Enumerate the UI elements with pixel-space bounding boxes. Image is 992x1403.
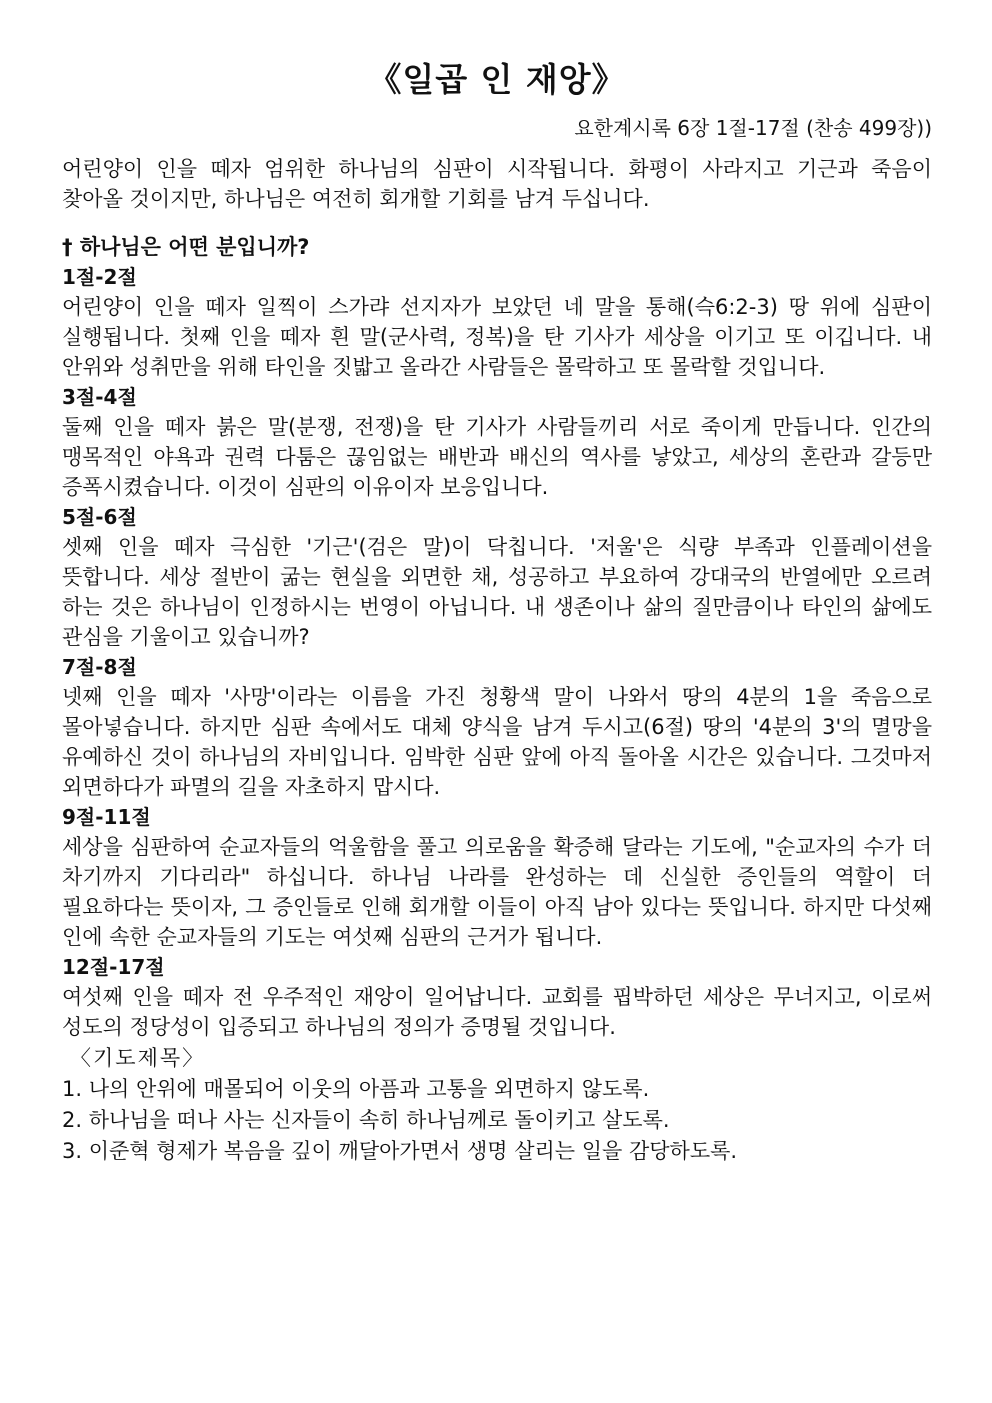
verse-label: 12절-17절 [62, 955, 165, 979]
section-paragraph: 둘째 인을 떼자 붉은 말(분쟁, 전쟁)을 탄 기사가 사람들끼리 서로 죽이게 만듭니다. 인간의 맹목적인 야욕과 권력 다툼은 끊임없는 배반과 배신의 역사를 낳았고, 세상의 혼란과 갈등만 증폭시켰습니다. 이것이 심판의 이유이자 보응입니다. [62, 415, 932, 499]
section-paragraph: 여섯째 인을 떼자 전 우주적인 재앙이 일어납니다. 교회를 핍박하던 세상은 무너지고, 이로써 성도의 정당성이 입증되고 하나님의 정의가 증명될 것입니다. [62, 985, 932, 1039]
section-heading [62, 232, 932, 262]
verse-label: 9절-11절 [62, 805, 151, 829]
prayer-heading: 〈기도제목〉 [70, 1046, 206, 1070]
section-verses-9-11 [62, 802, 932, 952]
section-verses-3-4 [62, 382, 932, 502]
verse-label: 3절-4절 [62, 385, 137, 409]
verse-label: 5절-6절 [62, 505, 137, 529]
section-verses-12-17 [62, 952, 932, 1042]
verse-label: 7절-8절 [62, 655, 137, 679]
section-paragraph: 세상을 심판하여 순교자들의 억울함을 풀고 의로움을 확증해 달라는 기도에, "순교자의 수가 더 차기까지 기다리라" 하십니다. 하나님 나라를 완성하는 데 신실한 증인들의 역할이 더 필요하다는 뜻이자, 그 증인들로 인해 회개할 이들이 아직 남아 있다는 뜻입니다. 하지만 다섯째 인에 속한 순교자들의 기도는 여섯째 심판의 근거가 됩니다. [62, 835, 932, 949]
prayer-item: 3. 이준혁 형제가 복음을 깊이 깨달아가면서 생명 살리는 일을 감당하도록. [62, 1139, 738, 1163]
intro-paragraph: 어린양이 인을 떼자 엄위한 하나님의 심판이 시작됩니다. 화평이 사라지고 기근과 죽음이 찾아올 것이지만, 하나님은 여전히 회개할 기회를 남겨 두십니다. [62, 157, 932, 211]
verse-label: 1절-2절 [62, 265, 137, 289]
section-paragraph: 넷째 인을 떼자 '사망'이라는 이름을 가진 청황색 말이 나와서 땅의 4분의 1을 죽음으로 몰아넣습니다. 하지만 심판 속에서도 대체 양식을 남겨 두시고(6절) 땅의 '4분의 3'의 멸망을 유예하신 것이 하나님의 자비입니다. 임박한 심판 앞에 아직 돌아올 시간은 있습니다. 그것마저 외면하다가 파멸의 길을 자초하지 맙시다. [62, 685, 932, 799]
prayer-list [62, 1042, 932, 1167]
cross-icon: † [62, 235, 73, 259]
prayer-item: 1. 나의 안위에 매몰되어 이웃의 아픔과 고통을 외면하지 않도록. [62, 1077, 650, 1101]
section-heading-text: 하나님은 어떤 분입니까? [79, 235, 310, 259]
prayer-item: 2. 하나님을 떠나 사는 신자들이 속히 하나님께로 돌이키고 살도록. [62, 1108, 670, 1132]
section-verses-5-6 [62, 502, 932, 652]
section-verses-1-2 [62, 262, 932, 382]
section-verses-7-8 [62, 652, 932, 802]
page-title: 《일곱 인 재앙》 [368, 60, 626, 99]
section-paragraph: 셋째 인을 떼자 극심한 '기근'(검은 말)이 닥칩니다. '저울'은 식량 부족과 인플레이션을 뜻합니다. 세상 절반이 굶는 현실을 외면한 채, 성공하고 부요하여 강대국의 반열에만 오르려 하는 것은 하나님이 인정하시는 번영이 아닙니다. 내 생존이나 삶의 질만큼이나 타인의 삶에도 관심을 기울이고 있습니까? [62, 535, 932, 649]
main-content [62, 232, 932, 1167]
scripture-reference: 요한계시록 6장 1절-17절 (찬송 499장)) [574, 116, 932, 140]
section-paragraph: 어린양이 인을 떼자 일찍이 스가랴 선지자가 보았던 네 말을 통해(슥6:2-3) 땅 위에 심판이 실행됩니다. 첫째 인을 떼자 흰 말(군사력, 정복)을 탄 기사가 세상을 이기고 또 이깁니다. 내 안위와 성취만을 위해 타인을 짓밟고 올라간 사람들은 몰락하고 또 몰락할 것입니다. [62, 295, 932, 379]
